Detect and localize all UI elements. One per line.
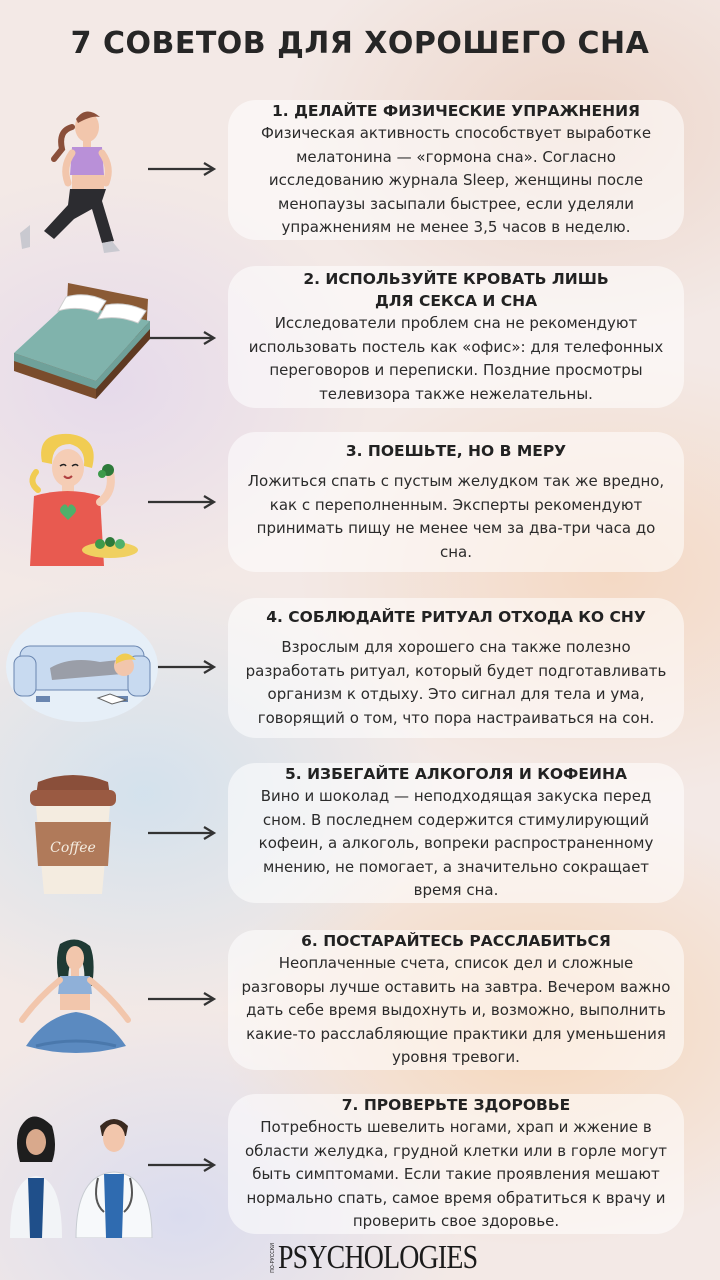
page-title: 7 СОВЕТОВ ДЛЯ ХОРОШЕГО СНА xyxy=(70,26,650,61)
arrow-right-icon xyxy=(148,495,218,509)
tip-text: Ложиться спать с пустым желудком так же вредно, как с переполненным. Эксперты рекомендуют принимать пищу не менее чем за два-три часа до сна. xyxy=(247,472,665,561)
tip-card-3 xyxy=(228,432,684,572)
tip-text: Неоплаченные счета, список дел и сложные разговоры лучше оставить на завтра. Вечером важно дать себе время выдохнуть и, возможно, выполнить какие-то расслабляющие практики для уменьшения уровня тревоги. xyxy=(241,954,671,1067)
logo-text: PSYCHOLOGIES xyxy=(278,1239,478,1276)
tip-card-4 xyxy=(228,598,684,738)
logo-small-text: ПО-РУССКИ xyxy=(270,1243,276,1273)
tip-title: 4. СОБЛЮДАЙТЕ РИТУАЛ ОТХОДА КО СНУ xyxy=(266,608,646,626)
tip-text: Взрослым для хорошего сна также полезно разработать ритуал, который будет подготавливать организм к отдыху. Это сигнал для тела и ума, говорящий о том, что пора настраиваться на сон. xyxy=(245,638,667,727)
tip-title: 2. ИСПОЛЬЗУЙТЕ КРОВАТЬ ЛИШЬ ДЛЯ СЕКСА И СНА xyxy=(303,270,609,310)
tip-text: Вино и шоколад — неподходящая закуска перед сном. В последнем содержится стимулирующий кофеин, а алкоголь, вопреки распространенному мнению, не помогает, а значительно сокращает время сна. xyxy=(258,787,654,900)
tip-text: Потребность шевелить ногами, храп и жжение в области желудка, грудной клетки или в горле могут быть симптомами. Если такие проявления мешают нормально спать, самое время обратиться к врачу и проверить свое здоровье. xyxy=(244,1118,668,1231)
woman-eating-salad-icon xyxy=(20,432,145,572)
tip-title: 5. ИЗБЕГАЙТЕ АЛКОГОЛЯ И КОФЕИНА xyxy=(285,765,627,784)
arrow-right-icon xyxy=(148,826,218,840)
tip-card-1 xyxy=(228,100,684,240)
tip-card-5 xyxy=(228,763,684,903)
arrow-right-icon xyxy=(148,331,218,345)
woman-lunge-icon xyxy=(10,105,140,260)
tip-card-6 xyxy=(228,930,684,1070)
arrow-right-icon xyxy=(148,1158,218,1172)
bed-icon xyxy=(8,275,153,405)
psychologies-logo xyxy=(270,1240,521,1276)
tip-text: Исследователи проблем сна не рекомендуют использовать постель как «офис»: для телефонных переговоров и переписки. Поздние просмотры телевизора также нежелательны. xyxy=(248,314,664,403)
tip-card-7 xyxy=(228,1094,684,1234)
cup-label: Coffee xyxy=(50,840,96,856)
tip-title: 1. ДЕЛАЙТЕ ФИЗИЧЕСКИЕ УПРАЖНЕНИЯ xyxy=(272,102,640,121)
tip-title: 6. ПОСТАРАЙТЕСЬ РАССЛАБИТЬСЯ xyxy=(301,932,611,951)
tip-text: Физическая активность способствует выработке мелатонина — «гормона сна». Согласно исследованию журнала Sleep, женщины после менопаузы засыпали быстрее, если уделяли упражнениям не менее 3,5 часов в неделю. xyxy=(260,124,652,237)
tip-title: 7. ПРОВЕРЬТЕ ЗДОРОВЬЕ xyxy=(341,1096,571,1115)
tip-card-2 xyxy=(228,266,684,408)
person-sleeping-sofa-icon xyxy=(6,612,158,722)
coffee-cup-icon xyxy=(26,768,120,900)
arrow-right-icon xyxy=(148,660,218,674)
doctors-icon xyxy=(4,1108,154,1238)
woman-meditating-icon xyxy=(16,938,136,1063)
arrow-right-icon xyxy=(148,162,218,176)
tip-title: 3. ПОЕШЬТЕ, НО В МЕРУ xyxy=(345,442,567,460)
arrow-right-icon xyxy=(148,992,218,1006)
